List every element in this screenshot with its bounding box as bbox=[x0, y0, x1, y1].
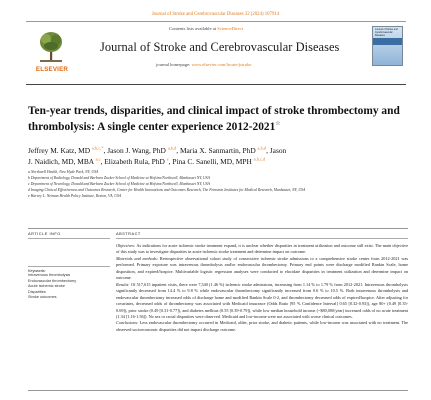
contents-line bbox=[86, 26, 326, 31]
abstract-results bbox=[116, 282, 408, 321]
abstract-text: Less endovascular thrombectomy occurred in Medicaid, older, prior stroke, and diabetic patients, while low-income was associated with no treatment. The observed socioeconomic disparities did not impact discharge outcome. bbox=[116, 320, 408, 332]
article-title-text: Ten-year trends, disparities, and clinical impact of stroke thrombectomy and thrombolysis: A single center experience 2012-2021 bbox=[28, 105, 400, 133]
sciencedirect-link[interactable]: ScienceDirect bbox=[217, 26, 243, 31]
author-sup[interactable]: a,b,c,* bbox=[91, 145, 104, 151]
author[interactable]: Jason J. Wang, PhD bbox=[107, 146, 166, 155]
keyword[interactable]: Endovascular thrombectomy bbox=[28, 278, 77, 283]
abstract-panel bbox=[116, 231, 408, 333]
elsevier-tree-icon bbox=[38, 30, 64, 64]
author-sup[interactable]: a,b,d bbox=[167, 145, 177, 151]
affiliation: b Department of Radiology, Donald and Barbara Zucker School of Medicine at Hofstra/Northwell, Manhasset NY, USA bbox=[28, 175, 210, 180]
abstract-conclusions bbox=[116, 320, 408, 333]
keyword[interactable]: Stroke outcomes bbox=[28, 295, 57, 299]
article-info-heading: ARTICLE INFO bbox=[28, 231, 110, 239]
author-list bbox=[28, 145, 408, 168]
author-sup[interactable]: a,b,c,d bbox=[253, 157, 266, 162]
keyword[interactable]: Intravenous thrombolysis bbox=[28, 273, 71, 277]
author[interactable]: Elizabeth Rula, PhD bbox=[104, 157, 165, 167]
abstract-text: As indications for acute ischemic stroke treatment expand, it is unclear whether disparities in treatment utilization and outcome still exist. The main objective of this study was to investigate disparities in acute ischemic stroke treatment and determine impact on outcome. bbox=[116, 243, 409, 255]
section-divider bbox=[28, 228, 408, 229]
article-title bbox=[28, 104, 408, 135]
title-footnote-mark[interactable]: ☆ bbox=[275, 120, 281, 127]
cover-text: Journal of Stroke and Cerebrovascular Diseases bbox=[375, 28, 398, 37]
affiliation: e Harvey L. Neiman Health Policy Institute, Reston, VA, USA bbox=[28, 193, 122, 198]
author[interactable]: Pina C. Sanelli, MD, MPH bbox=[172, 157, 252, 167]
article-info-panel bbox=[28, 231, 110, 301]
homepage-prefix: journal homepage: bbox=[156, 62, 192, 67]
abstract-heading: ABSTRACT bbox=[116, 231, 408, 239]
article-history bbox=[28, 242, 110, 264]
author-sup[interactable]: a,c bbox=[95, 157, 101, 162]
abstract-objectives bbox=[116, 243, 408, 256]
abstract-label: Results: bbox=[116, 281, 130, 287]
homepage-link[interactable]: www.elsevier.com/locate/jstroke bbox=[191, 62, 252, 67]
abstract-label: Objectives: bbox=[116, 243, 136, 248]
author-sup[interactable]: a,b,d bbox=[257, 145, 267, 151]
journal-masthead bbox=[26, 21, 406, 85]
affiliation: a Northwell Health, New Hyde Park, NY, USA bbox=[28, 170, 99, 174]
keywords-heading: Keywords: bbox=[28, 266, 110, 273]
keyword[interactable]: Disparities bbox=[28, 289, 46, 294]
affiliation: c Department of Neurology, Donald and Barbara Zucker School of Medicine at Hofstra/Northwell, Manhasset NY, USA bbox=[28, 181, 210, 186]
author-line-2: J. Naidich, MD, MBA $^{a,c}$, Elizabeth Rula, PhD $^e$, Pina C. Sanelli, MD, MPH $^{a,b,c,d}$ bbox=[28, 157, 266, 167]
abstract-label: Materials and methods: bbox=[116, 255, 159, 261]
keyword[interactable]: Acute ischemic stroke bbox=[28, 284, 65, 288]
author[interactable]: Maria X. Sanmartin, PhD bbox=[179, 146, 256, 155]
masthead-center bbox=[86, 26, 386, 67]
affiliations bbox=[28, 170, 408, 199]
homepage-line bbox=[156, 62, 386, 67]
abstract-text: Retrospective observational cohort study of consecutive ischemic stroke admissions to a comprehensive stroke center from 2012-2021 was performed. Primary exposure was intravenous thrombolysis and/or endovascular thrombectomy. Primary end points were discharge modified Rankin Scale, home disposition, and expired/hospice. Multivariable logistic regression analyses were conducted to elucidate disparities in treatment utilization and determine impact on outcome. bbox=[116, 255, 409, 281]
abstract-label: Conclusions: bbox=[116, 320, 139, 326]
contents-prefix: Contents lists available at bbox=[169, 26, 218, 31]
journal-cover-thumbnail bbox=[372, 26, 403, 66]
author[interactable]: Jason bbox=[269, 146, 287, 155]
running-head: Journal of Stroke and Cerebrovascular Diseases 32 (2024) 107914 bbox=[151, 12, 280, 17]
publisher-name: ELSEVIER bbox=[35, 66, 69, 73]
author[interactable]: Jeffrey M. Katz, MD bbox=[28, 146, 91, 155]
bottom-divider bbox=[28, 390, 408, 391]
author[interactable]: J. Naidich, MD, MBA bbox=[28, 157, 94, 167]
abstract-methods bbox=[116, 256, 408, 282]
abstract-text: Of 517,615 inpatient visits, there were 7,540 (1.46 %) ischemic stroke admissions, increasing from 1.14 % to 1.79 % from 2012-2021. Intravenous thrombolysis significantly decreased from 14.4 % to 9.8 % while endovascular thrombectomy significantly increased from 0.6 % to 10.5 %. Both intravenous thrombolysis and endovascular thrombectomy increased odds of discharge home and modified Rankin Scale 0-2, and thrombectomy decreased odds of expired/hospice. After adjusting for covariates, decreased odds of thrombectomy was associated with Medicaid insurance (Odds Ratio [95 % Confidence Interval] 0.65 [0.32-0.93]), age 80+ (0.49 [0.35-0.69]), prior stroke (0.49 [0.31-0.77]), and diabetes mellitus (0.55 [0.39-0.79]), while low median household income (~$80,000/year) increased odds of no acute treatment (1.34 [1.16-1.56]). No sex or racial disparities were observed. Medicaid and low-income were not associated with worse clinical outcomes. bbox=[116, 281, 409, 319]
journal-title: Journal of Stroke and Cerebrovascular Diseases bbox=[100, 40, 340, 54]
abstract-body bbox=[116, 243, 408, 333]
cover-band bbox=[373, 38, 402, 45]
author-line-1: Jeffrey M. Katz, MD $^{a,b,c,*}$, Jason J. Wang, PhD $^{a,b,d}$, Maria X. Sanmartin, PhD $^{a,b,d}$, Jason bbox=[28, 145, 287, 155]
affiliation: d Imaging Clinical Effectiveness and Outcomes Research, Center for Health Innovations and Outcomes Research, The Feinstein Institutes for Medical Research, Manhasset, NY, USA bbox=[28, 187, 306, 192]
elsevier-logo bbox=[30, 27, 70, 75]
author-sup[interactable]: e bbox=[166, 157, 169, 162]
